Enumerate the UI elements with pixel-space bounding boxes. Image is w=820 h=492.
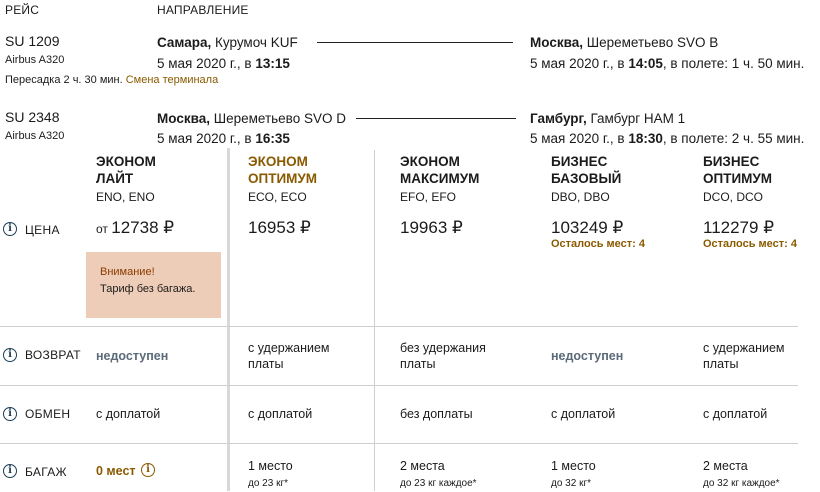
terminal-change-note: Смена терминала bbox=[125, 74, 219, 86]
fare-price[interactable]: 16953 ₽ bbox=[248, 218, 311, 237]
refund-cell: с удержанием платы bbox=[703, 341, 785, 371]
fare-name: ЭКОНОМ ЛАЙТ bbox=[96, 154, 156, 186]
fare-price[interactable]: 112279 ₽ bbox=[703, 218, 775, 237]
fare-name: ЭКОНОМ ОПТИМУМ bbox=[248, 154, 318, 186]
exchange-cell: с доплатой bbox=[248, 407, 313, 421]
departure-datetime: 5 мая 2020 г., в 16:35 bbox=[157, 131, 290, 146]
refund-cell: недоступен bbox=[96, 349, 169, 363]
baggage-cell: 2 места до 23 кг каждое* bbox=[400, 459, 477, 489]
row-label-baggage: БАГАЖ bbox=[25, 465, 67, 479]
no-baggage-warning bbox=[86, 252, 221, 318]
arrival-airport: Гамбург, Гамбург HAM 1 bbox=[530, 111, 686, 126]
warning-title: Внимание! bbox=[100, 266, 155, 278]
warning-text: Тариф без багажа. bbox=[100, 283, 196, 295]
flight-number: SU 2348 bbox=[5, 109, 60, 125]
aircraft-type: Airbus A320 bbox=[5, 130, 65, 142]
column-divider-selected bbox=[227, 148, 230, 491]
refund-cell: недоступен bbox=[551, 349, 624, 363]
row-label-price: ЦЕНА bbox=[25, 223, 60, 237]
route-line bbox=[317, 42, 513, 43]
exchange-cell: с доплатой bbox=[96, 407, 161, 421]
info-icon[interactable]: i bbox=[3, 348, 17, 362]
transfer-info bbox=[5, 74, 218, 86]
info-icon[interactable]: i bbox=[3, 464, 17, 478]
baggage-cell: 1 место до 32 кг* bbox=[551, 459, 596, 489]
row-divider bbox=[0, 385, 798, 386]
refund-cell: без удержания платы bbox=[400, 341, 486, 371]
fare-code: DBO, DBO bbox=[551, 190, 610, 204]
fare-price[interactable]: 103249 ₽ bbox=[551, 218, 624, 237]
row-divider bbox=[0, 443, 798, 444]
fare-name: БИЗНЕС ОПТИМУМ bbox=[703, 154, 773, 186]
column-divider bbox=[374, 150, 375, 491]
flight-number: SU 1209 bbox=[5, 33, 60, 49]
departure-airport: Москва, Шереметьево SVO D bbox=[157, 111, 346, 126]
arrival-datetime: 5 мая 2020 г., в 18:30, в полете: 2 ч. 55 мин. bbox=[530, 131, 805, 146]
fare-price[interactable]: от 12738 ₽ bbox=[96, 218, 175, 237]
row-label-refund: ВОЗВРАТ bbox=[25, 348, 81, 362]
baggage-cell: 1 место до 23 кг* bbox=[248, 459, 293, 489]
seats-left: Осталось мест: 4 bbox=[703, 238, 797, 250]
info-icon[interactable]: i bbox=[3, 407, 17, 421]
refund-cell: с удержанием платы bbox=[248, 341, 330, 371]
fare-code: EFO, EFO bbox=[400, 190, 457, 204]
arrival-airport: Москва, Шереметьево SVO B bbox=[530, 35, 719, 50]
exchange-cell: с доплатой bbox=[551, 407, 616, 421]
row-label-exchange: ОБМЕН bbox=[25, 407, 71, 421]
flight-column-header: РЕЙС bbox=[5, 3, 40, 17]
baggage-cell: 2 места до 32 кг каждое* bbox=[703, 459, 780, 489]
exchange-cell: с доплатой bbox=[703, 407, 768, 421]
transfer-duration: Пересадка 2 ч. 30 мин. bbox=[5, 74, 123, 86]
baggage-cell: 0 мест bbox=[96, 464, 136, 478]
info-icon[interactable]: i bbox=[3, 222, 17, 236]
seats-left: Осталось мест: 4 bbox=[551, 238, 645, 250]
arrival-datetime: 5 мая 2020 г., в 14:05, в полете: 1 ч. 50 мин. bbox=[530, 56, 805, 71]
fare-name: ЭКОНОМ МАКСИМУМ bbox=[400, 154, 480, 186]
route-line bbox=[356, 118, 516, 119]
departure-airport: Самара, Курумоч KUF bbox=[157, 35, 298, 50]
departure-datetime: 5 мая 2020 г., в 13:15 bbox=[157, 56, 290, 71]
fare-code: ECO, ECO bbox=[248, 190, 307, 204]
fare-name: БИЗНЕС БАЗОВЫЙ bbox=[551, 154, 622, 186]
aircraft-type: Airbus A320 bbox=[5, 54, 65, 66]
route-column-header: НАПРАВЛЕНИЕ bbox=[157, 3, 249, 17]
info-icon[interactable]: i bbox=[141, 463, 155, 477]
fare-code: ENO, ENO bbox=[96, 190, 155, 204]
row-divider bbox=[0, 326, 798, 327]
exchange-cell: без доплаты bbox=[400, 407, 473, 421]
fare-code: DCO, DCO bbox=[703, 190, 763, 204]
fare-price[interactable]: 19963 ₽ bbox=[400, 218, 463, 237]
